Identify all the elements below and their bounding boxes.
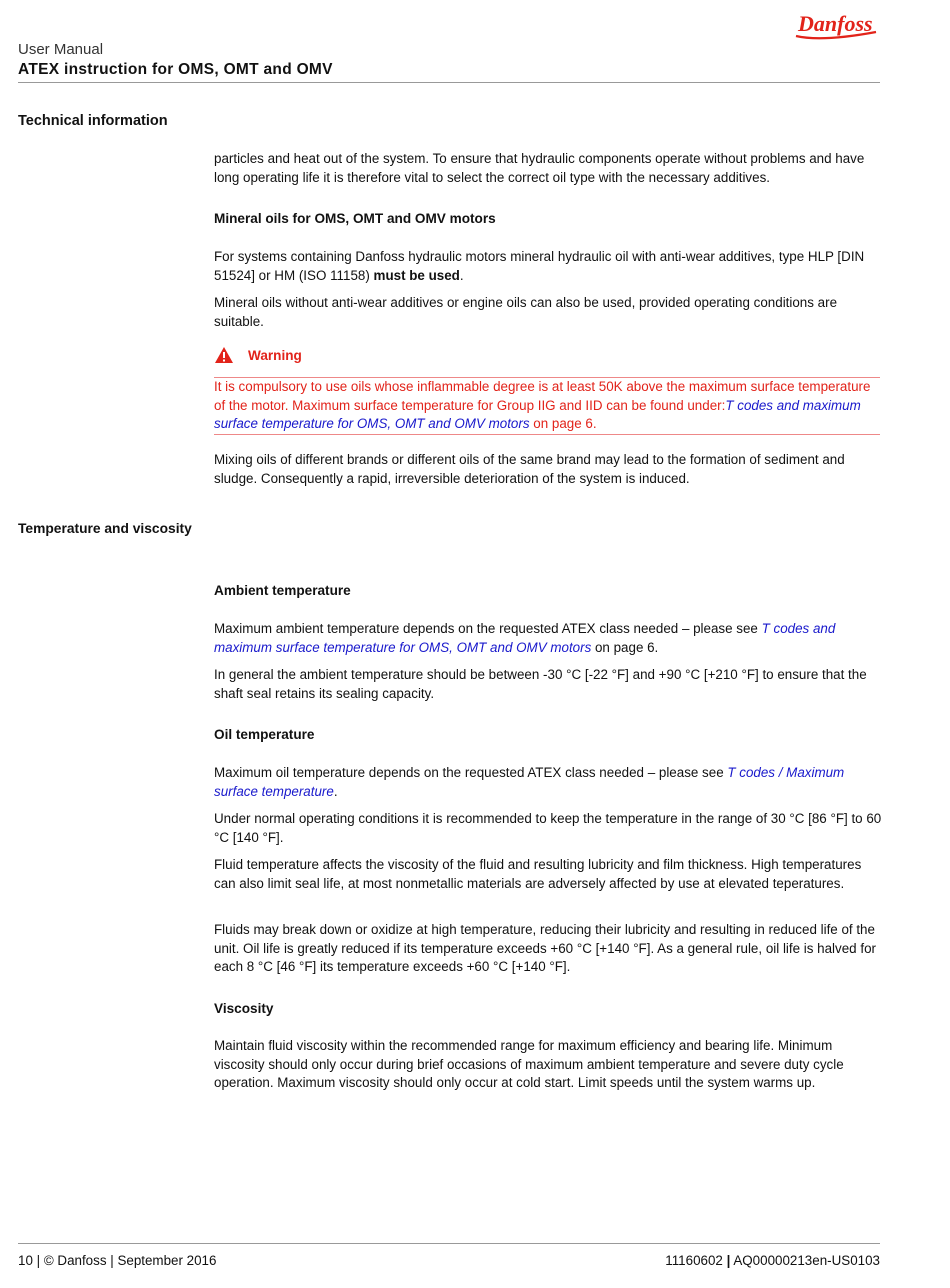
warning-text (214, 378, 882, 434)
paragraph: Fluids may break down or oxidize at high temperature, reducing their lubricity and resulting in reduced life of the unit. Oil life is greatly reduced if its temperature exceeds +60 °C [+140 °F]. As a general rule, oil life is halved for each 8 °C [46 °F] its temperature exceeds +60 °C [+140 °F]. (214, 922, 876, 974)
doc-code: AQ00000213en-US0103 (733, 1253, 880, 1268)
text: Maximum ambient temperature depends on the requested ATEX class needed – please see (214, 621, 762, 636)
section-title-temperature: Temperature and viscosity (18, 521, 192, 536)
text: on page 6. (529, 416, 597, 431)
text: For systems containing Danfoss hydraulic motors mineral hydraulic oil with anti-wear additives, type HLP [DIN 51524] or HM (ISO 11158) (214, 249, 865, 283)
text: on page 6. (591, 639, 659, 655)
warning-header (214, 346, 302, 364)
paragraph: Fluid temperature affects the viscosity of the fluid and resulting lubricity and film thickness. High temperatures can also limit seal life, at most nonmetallic materials are adversely affected by use at elevated teperatures. (214, 857, 862, 891)
link-t-codes-max-surface[interactable]: T codes / Maximum surface temperature (214, 765, 845, 799)
danfoss-logo (792, 6, 880, 47)
paragraph (214, 248, 882, 285)
text: . (333, 783, 338, 799)
paragraph: In general the ambient temperature should be between -30 °C [-22 °F] and +90 °C [+210 °F] to ensure that the shaft seal retains its sealing capacity. (214, 667, 867, 701)
subheading-viscosity: Viscosity (214, 1001, 274, 1016)
emphasis: must be used (373, 267, 460, 283)
text: It is compulsory to use oils whose inflammable degree is at least 50K above the maximum surface temperature of the motor. Maximum surface temperature for Group IIG and IID can be found under: (214, 379, 871, 413)
footer-right: 11160602 | AQ00000213en-US0103 (665, 1253, 880, 1268)
subheading-mineral-oils: Mineral oils for OMS, OMT and OMV motors (214, 211, 496, 226)
paragraph: Under normal operating conditions it is recommended to keep the temperature in the range of 30 °C [86 °F] to 60 °C [140 °F]. (214, 811, 882, 845)
warning-rule-bottom (214, 434, 880, 435)
subheading-oil-temperature: Oil temperature (214, 727, 315, 742)
text: . (459, 267, 464, 283)
section-title-technical: Technical information (18, 113, 168, 129)
footer-left: 10 | © Danfoss | September 2016 (18, 1253, 217, 1268)
paragraph: particles and heat out of the system. To ensure that hydraulic components operate without problems and have long operating life it is therefore vital to select the correct oil type with the necessary additives. (214, 151, 865, 185)
paragraph: Mineral oils without anti-wear additives or engine oils can also be used, provided operating conditions are suitable. (214, 295, 838, 329)
link-t-codes[interactable]: T codes and maximum surface temperature for OMS, OMT and OMV motors (214, 621, 836, 655)
logo-text: Danfoss (798, 11, 873, 36)
header-rule (18, 82, 880, 83)
paragraph: Maintain fluid viscosity within the recommended range for maximum efficiency and bearing life. Minimum viscosity should only occur during brief occasions of maximum ambient temperature and severe duty cycle operation. Maximum viscosity should only occur at cold start. Limit speeds until the system warms up. (214, 1038, 844, 1090)
subheading-ambient: Ambient temperature (214, 583, 351, 598)
warning-triangle-icon (214, 346, 234, 364)
paragraph (214, 764, 882, 801)
doc-number: 11160602 (665, 1253, 723, 1268)
warning-label: Warning (248, 347, 302, 363)
doc-type: User Manual (18, 41, 104, 58)
link-t-codes[interactable]: T codes and maximum surface temperature for OMS, OMT and OMV motors (214, 397, 861, 431)
paragraph: Mixing oils of different brands or different oils of the same brand may lead to the formation of sediment and sludge. Consequently a rapid, irreversible deterioration of the system is induced. (214, 452, 845, 486)
text: Maximum oil temperature depends on the requested ATEX class needed – please see (214, 765, 728, 780)
doc-title: ATEX instruction for OMS, OMT and OMV (18, 61, 333, 78)
paragraph (214, 620, 882, 657)
footer-rule (18, 1243, 880, 1244)
